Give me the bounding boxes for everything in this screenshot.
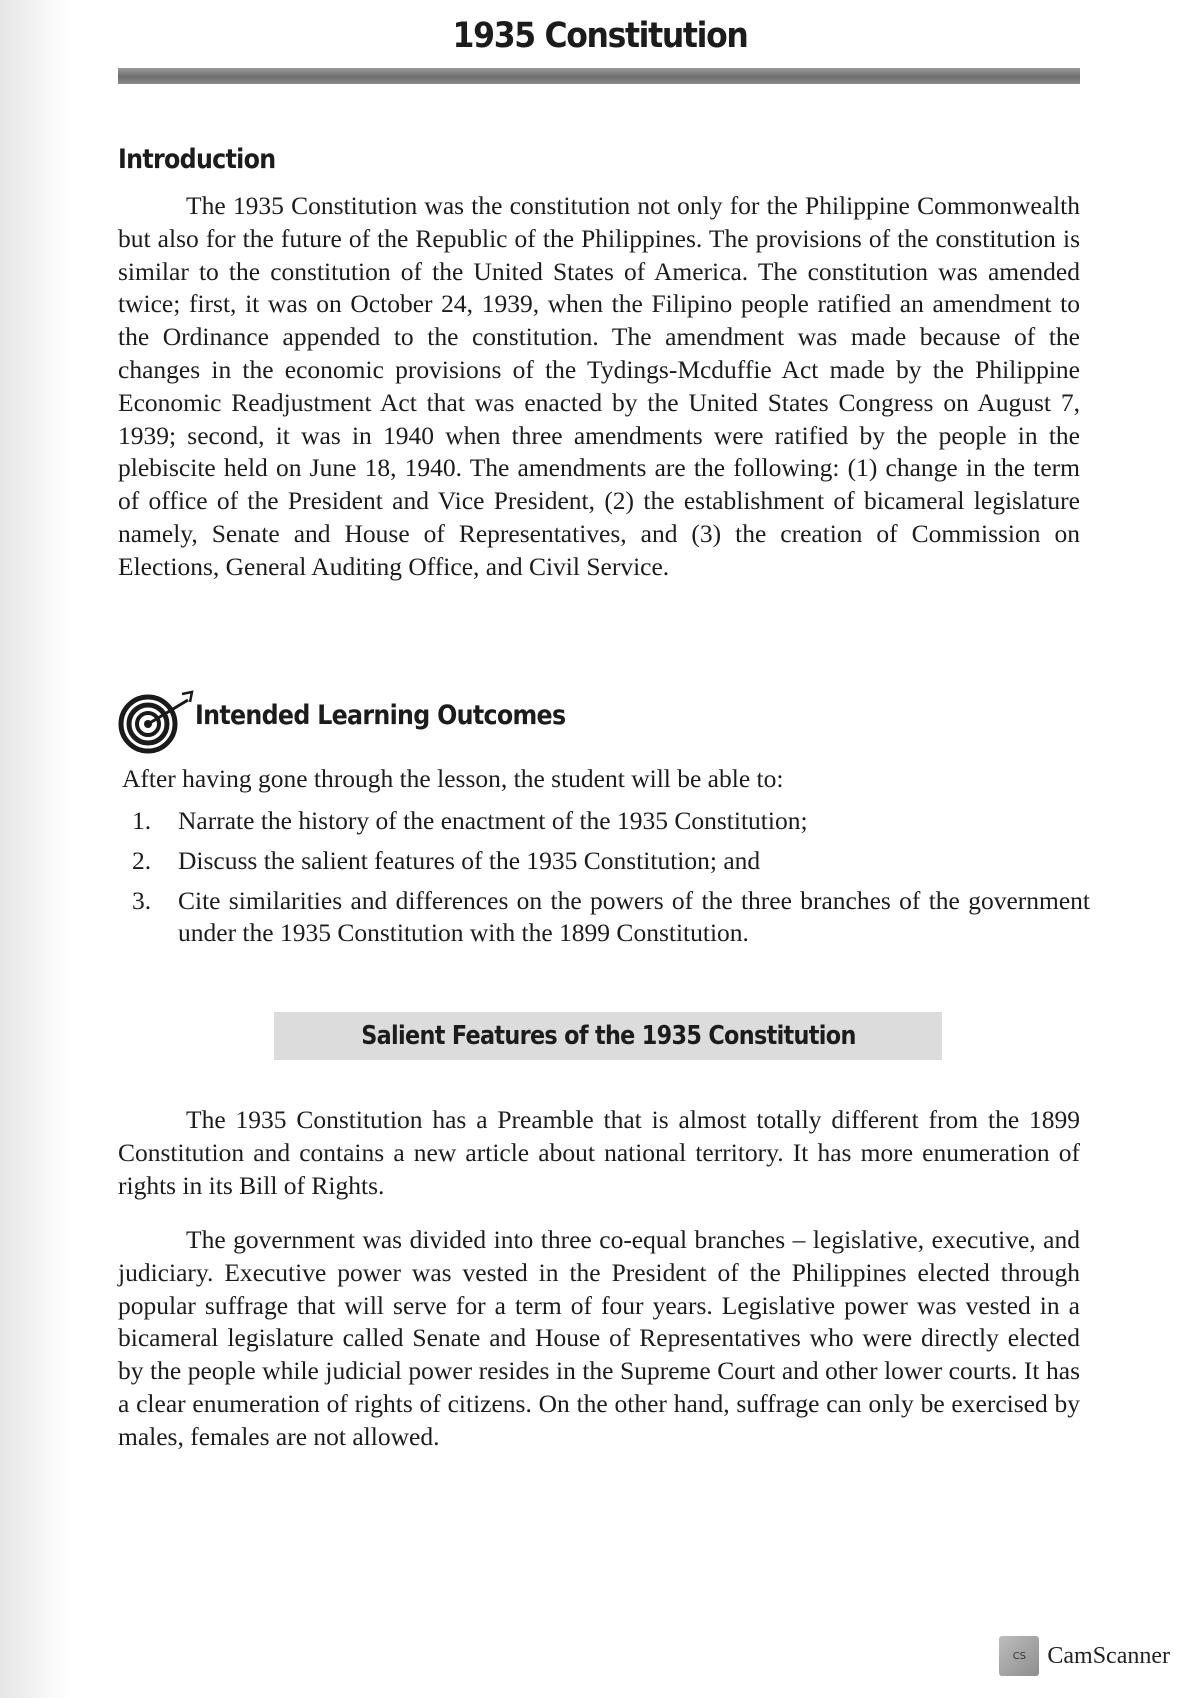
- features-paragraph-government: The government was divided into three co-equal branches – legislative, executive, and judiciary. Executive power was vested in the President of the Philippines elected through popular suffrage that will serve for a term of four years. Legislative power was vested in a bicameral legislature called Senate and House of Representatives who were directly elected by the people while judicial power resides in the Supreme Court and other lower courts. It has a clear enumeration of rights of citizens. On the other hand, suffrage can only be exercised by males, females are not allowed.: [118, 1225, 1080, 1451]
- outcomes-lead-text: After having gone through the lesson, the student will be able to:: [122, 764, 784, 793]
- list-item: [128, 805, 1090, 837]
- list-item-number: 3.: [132, 886, 152, 915]
- watermark-label: CamScanner: [1047, 1642, 1170, 1669]
- list-item-text: Cite similarities and differences on the powers of the three branches of the government under the 1935 Constitution with the 1899 Constitution.: [178, 886, 1090, 947]
- features-paragraph-preamble: The 1935 Constitution has a Preamble that is almost totally different from the 1899 Constitution and contains a new article about national territory. It has more enumeration of rights in its Bill of Rights.: [118, 1105, 1080, 1200]
- list-item-text: Discuss the salient features of the 1935 Constitution; and: [178, 846, 761, 875]
- page-title: 1935 Constitution: [452, 16, 748, 56]
- list-item: [128, 845, 1090, 877]
- introduction-paragraph: The 1935 Constitution was the constitution not only for the Philippine Commonwealth but also for the future of the Republic of the Philippines. The provisions of the constitution is similar to the constitution of the United States of America. The constitution was amended twice; first, it was on October 24, 1939, when the Filipino people ratified an amendment to the Ordinance appended to the constitution. The amendment was made because of the changes in the economic provisions of the Tydings-Mcduffie Act made by the Philippine Economic Readjustment Act that was enacted by the United States Congress on August 7, 1939; second, it was in 1940 when three amendments were ratified by the people in the plebiscite held on June 18, 1940. The amendments are the following: (1) change in the term of office of the President and Vice President, (2) the establishment of bicameral legislature namely, Senate and House of Representatives, and (3) the creation of Commission on Elections, General Auditing Office, and Civil Service.: [118, 191, 1080, 581]
- list-item-number: 2.: [132, 846, 152, 875]
- salient-features-banner: [274, 1012, 942, 1060]
- learning-outcomes-heading: Intended Learning Outcomes: [195, 700, 566, 731]
- list-item: [128, 885, 1090, 949]
- camscanner-logo-icon: CS: [999, 1636, 1039, 1676]
- salient-features-heading: Salient Features of the 1935 Constitution: [360, 1021, 856, 1051]
- outcomes-list: [128, 805, 1090, 957]
- target-icon: [118, 690, 198, 754]
- introduction-heading: Introduction: [118, 144, 276, 175]
- list-item-text: Narrate the history of the enactment of the 1935 Constitution;: [178, 806, 808, 835]
- scan-edge-shadow: [0, 0, 70, 1698]
- scanner-watermark: [999, 1636, 1170, 1676]
- title-underline-rule: [118, 68, 1080, 84]
- list-item-number: 1.: [132, 806, 152, 835]
